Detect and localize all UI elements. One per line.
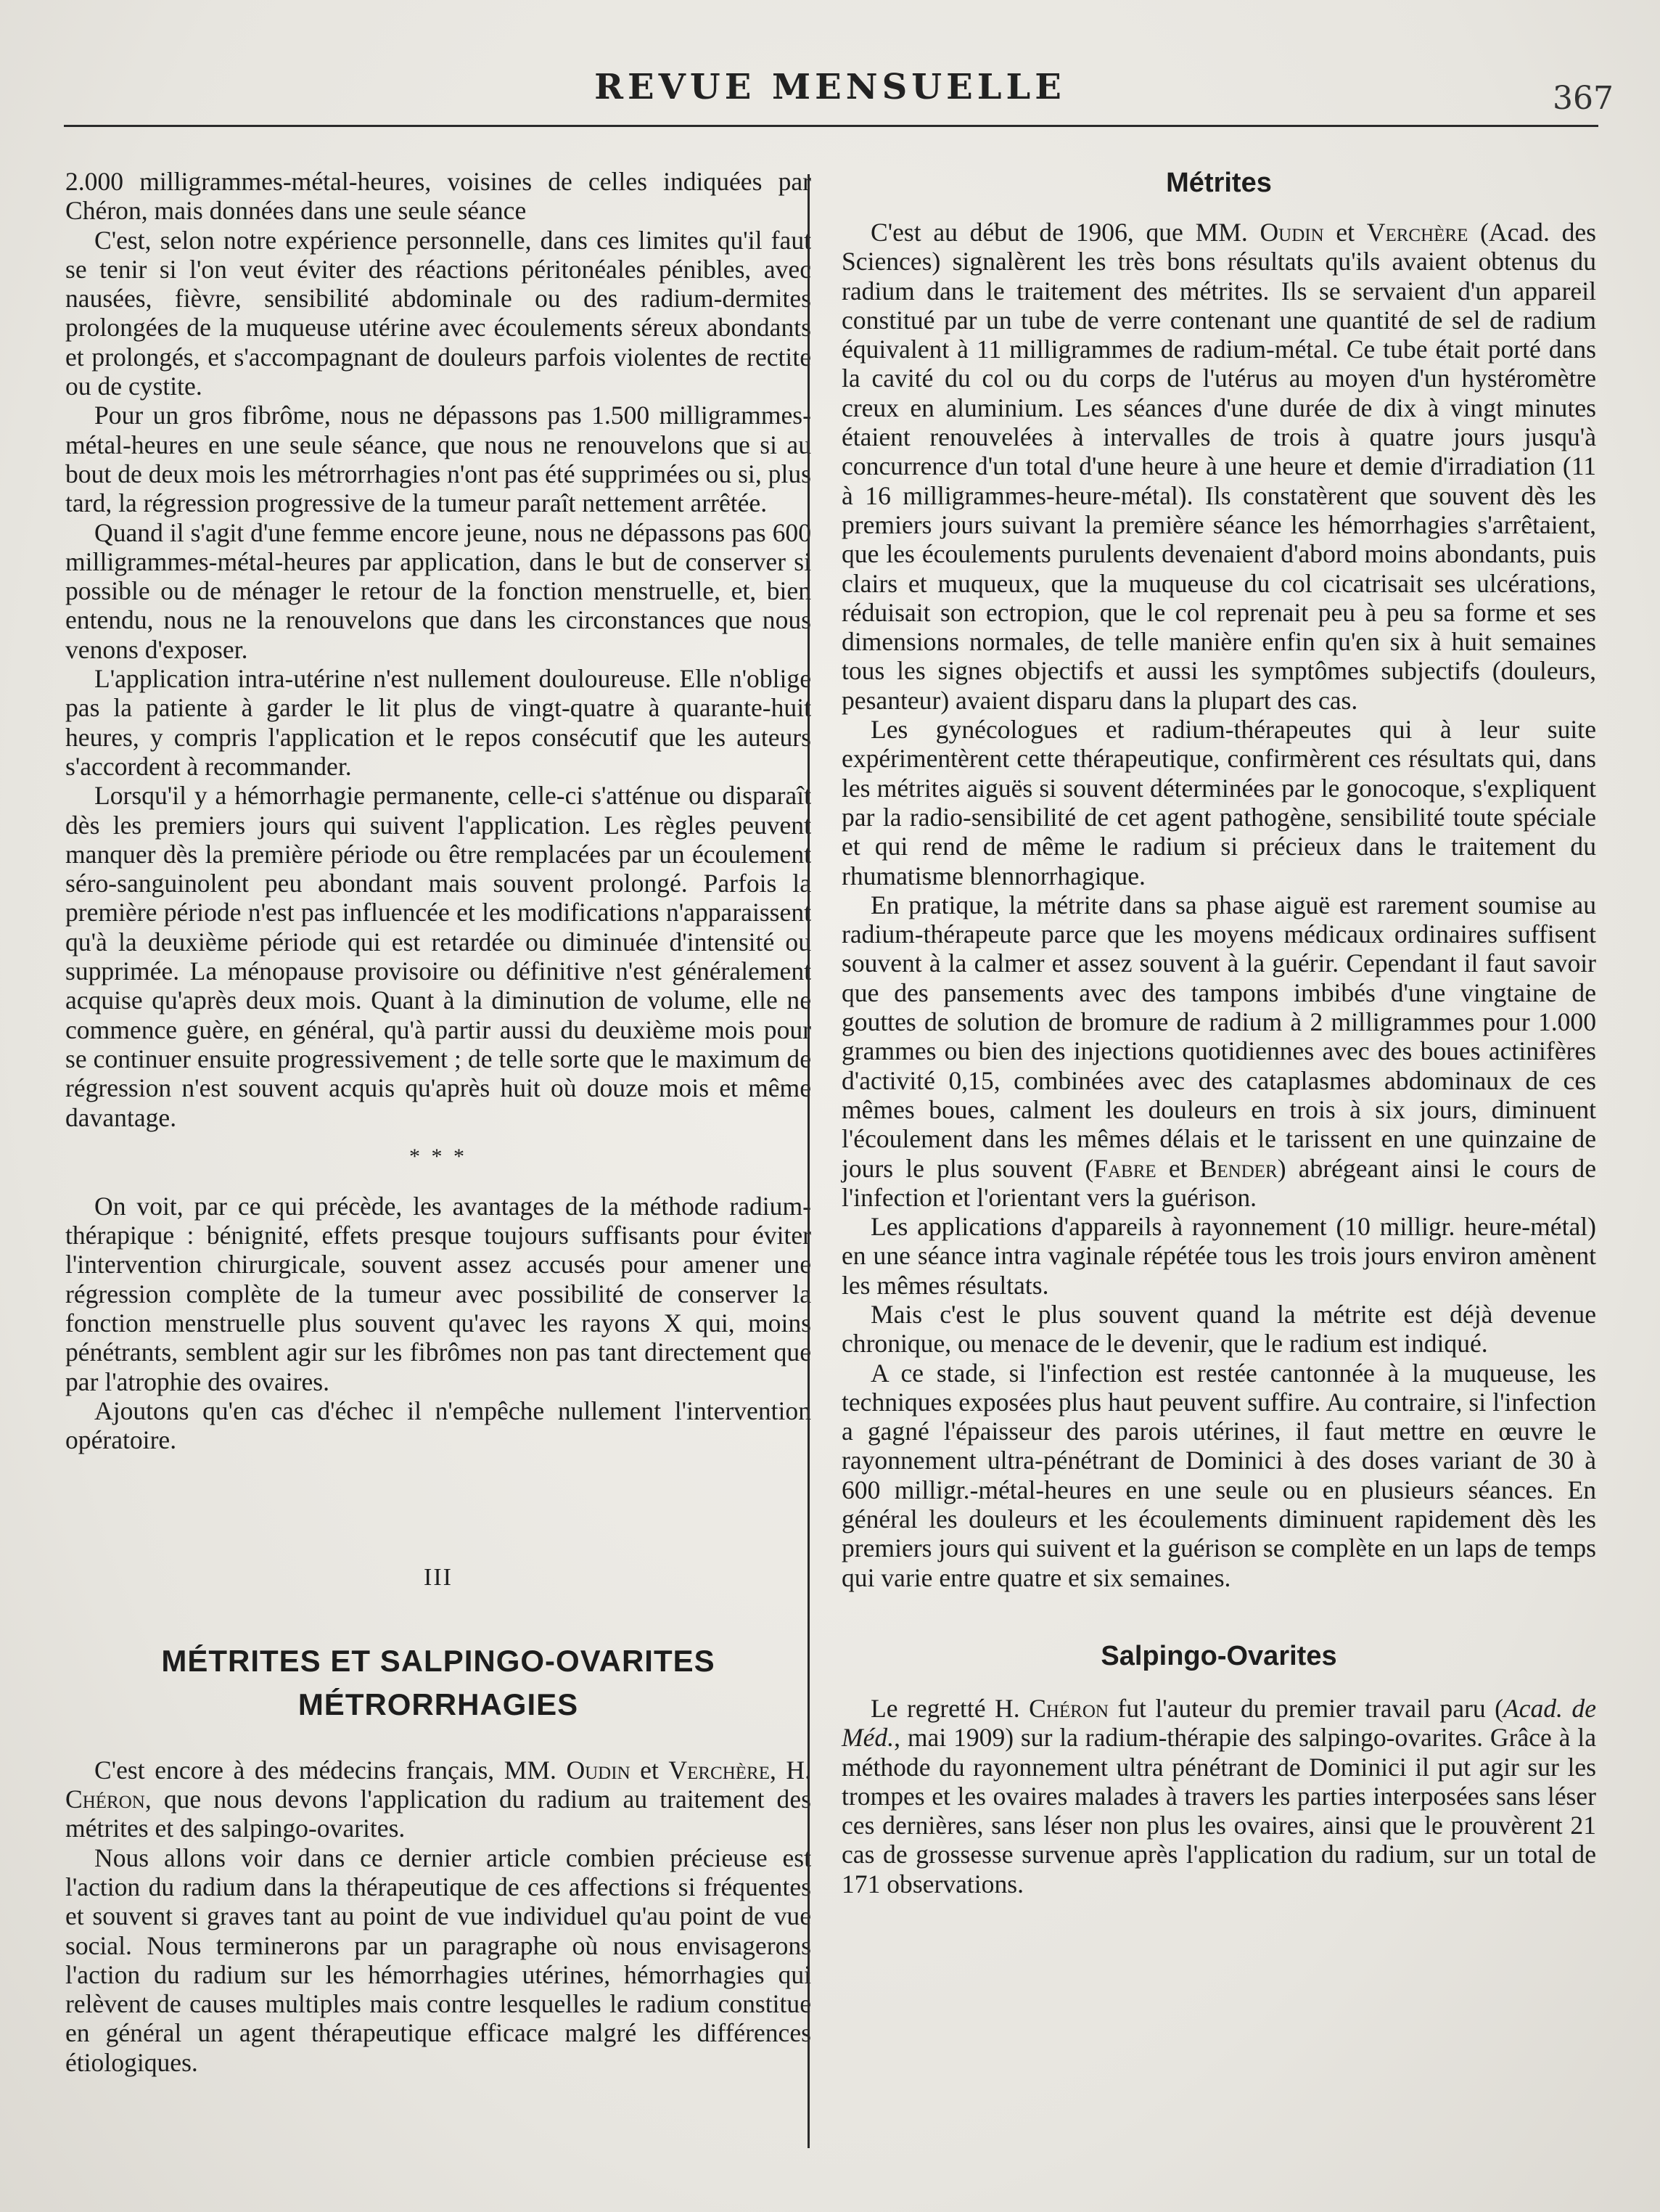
paragraph: Les applications d'appareils à rayonnement (10 milligr. heure-métal) en une séance intra vaginale répétée tous les trois jours environ amènent les mêmes résultats. xyxy=(842,1212,1596,1300)
text-run: Le regretté H. xyxy=(871,1693,1030,1723)
paragraph: Les gynécologues et radium-thérapeutes qui à leur suite expérimentèrent cette thérapeutique, confirmèrent ces résultats qui, dans les métrites aiguës si souvent déterminées par le gonocoque, s'expliquent par la radio-sensibilité de cet agent pathogène, sensibilité toute spéciale et qui rend de même le radium si précieux dans le traitement du rhumatisme blennorrhagique. xyxy=(842,715,1596,890)
text-run: et xyxy=(1323,218,1367,247)
text-run: ) abrégeant ainsi le cours de l'infection et l'orientant vers la guérison. xyxy=(842,1153,1597,1212)
author-name: Oudin xyxy=(1260,218,1324,247)
paragraph: L'application intra-utérine n'est nullement douloureuse. Elle n'oblige pas la patiente à garder le lit plus de vingt-quatre à quarante-huit heures, y compris l'application et le repos consécutif que les auteurs s'accordent à recommander. xyxy=(65,664,811,781)
paragraph: Lorsqu'il y a hémorrhagie permanente, celle-ci s'atténue ou disparaît dès les premiers jours qui suivent l'application. Les règles peuvent manquer dès la première période ou être remplacées par un écoulement séro-sanguinolent peu abondant mais souvent prolongé. Parfois la première période n'est pas influencée et les modifications n'apparaissent qu'à la deuxième période qui est retardée ou diminuée d'intensité ou supprimée. La ménopause provisoire ou définitive n'est généralement acquise qu'après deux mois. Quant à la diminution de volume, elle ne commence guère, en général, qu'à partir aussi du deuxième mois pour se continuer ensuite progressivement ; de telle sorte que le maximum de régression n'est souvent acquis qu'après huit où douze mois et même davantage. xyxy=(65,781,811,1132)
paragraph: Pour un gros fibrôme, nous ne dépassons pas 1.500 milligrammes-métal-heures en une seule séance, que nous ne renouvelons que si au bout de deux mois les métrorrhagies n'ont pas été supprimées ou si, plus tard, la régression progressive de la tumeur paraît nettement arrêtée. xyxy=(65,401,811,518)
author-name: Bender xyxy=(1199,1153,1278,1183)
author-name: Oudin xyxy=(566,1755,630,1785)
paragraph: Nous allons voir dans ce dernier article combien précieuse est l'action du radium dans la thérapeutique de ces affections si fréquentes et souvent si graves tant au point de vue individuel qu'au point de vue social. Nous terminerons par un paragraphe où nous envisagerons l'action du radium sur les hémorrhagies utérines, hémorrhagies qui relèvent de causes multiples mais contre lesquelles le radium constitue en général un agent thérapeutique efficace malgré les différences étiologiques. xyxy=(65,1843,811,2077)
text-run: , que nous devons l'application du radium au traitement des métrites et des salpingo-ovarites. xyxy=(65,1785,811,1843)
paragraph xyxy=(842,890,1596,1212)
paragraph xyxy=(65,1756,811,1843)
paragraph: Ajoutons qu'en cas d'échec il n'empêche nullement l'intervention opératoire. xyxy=(65,1396,811,1455)
paragraph xyxy=(842,1694,1596,1898)
author-name: Chéron xyxy=(1029,1693,1109,1723)
author-name: Verchère xyxy=(668,1755,770,1785)
section-title-line-1: MÉTRITES ET SALPINGO-OVARITES xyxy=(161,1643,715,1678)
paragraph: A ce stade, si l'infection est restée cantonnée à la muqueuse, les techniques exposées plus haut peuvent suffire. Au contraire, si l'infection a gagné l'épaisseur des parois utérines, il faut mettre en œuvre le rayonnement ultra-pénétrant de Dominici à des doses variant de 30 à 600 milligr.-métal-heures en une seule ou en plusieurs séances. En général les douleurs et les écoulements diminuent rapidement dès les premiers jours qui suivent et la guérison se complète en un laps de temps qui varie entre quatre et six semaines. xyxy=(842,1358,1596,1592)
author-name: Chéron xyxy=(65,1785,145,1814)
text-run: et xyxy=(1156,1153,1200,1183)
author-name: Verchère xyxy=(1366,218,1468,247)
text-run: C'est encore à des médecins français, MM. xyxy=(94,1755,567,1785)
section-title xyxy=(65,1639,811,1726)
paragraph: Quand il s'agit d'une femme encore jeune, nous ne dépassons pas 600 milligrammes-métal-heures par application, dans le but de conserver si possible ou de ménager le retour de la fonction menstruelle, et, bien entendu, nous ne la renouvelons que dans les circonstances que nous venons d'exposer. xyxy=(65,517,811,664)
paragraph: C'est, selon notre expérience personnelle, dans ces limites qu'il faut se tenir si l'on veut éviter des réactions péritonéales pénibles, avec nausées, fièvre, sensibilité abdominale ou des radium-dermites prolongées de la muqueuse utérine avec écoulements séreux abondants et prolongés, et s'accompagnant de douleurs parfois violentes de rectite ou de cystite. xyxy=(65,225,811,401)
text-run: , mai 1909) sur la radium-thérapie des salpingo-ovarites. Grâce à la méthode du rayonnement ultra pénétrant de Dominici il put agir sur les trompes et les ovaires malades à travers les parties interposées sans léser ces dernières, sans léser non plus les ovaires, ainsi que le prouvèrent 21 cas de grossesse survenue après l'application du radium, sur un total de 171 observations. xyxy=(842,1723,1596,1898)
right-column xyxy=(842,167,1596,1898)
section-title-line-2: MÉTRORRHAGIES xyxy=(297,1687,579,1721)
text-run: fut l'auteur du premier travail paru ( xyxy=(1108,1693,1503,1723)
asterism-separator: * * * xyxy=(409,1144,467,1168)
section-number: III xyxy=(424,1564,453,1592)
subheading-salpingo-ovarites: Salpingo-Ovarites xyxy=(1101,1640,1337,1671)
column-divider xyxy=(808,174,810,2148)
left-column xyxy=(65,167,811,2077)
paragraph: Mais c'est le plus souvent quand la métrite est déjà devenue chronique, ou menace de le devenir, que le radium est indiqué. xyxy=(842,1299,1596,1359)
text-run: En pratique, la métrite dans sa phase aiguë est rarement soumise au radium-thérapeute parce que les moyens médicaux ordinaires suffisent souvent à la calmer et assez souvent à la guérir. Cependant il faut savoir que des pansements avec des tampons imbibés d'une vingtaine de gouttes de solution de bromure de radium à 2 milligrammes pour 1.000 grammes ou bien des injections quotidiennes avec des boues actinifères d'activité 0,15, combinées avec des cataplasmes abdominaux de ces mêmes boues, calment les douleurs en trois à six jours, diminuent l'écoulement dans les mêmes délais et le tarissent en une quinzaine de jours le plus souvent ( xyxy=(842,890,1596,1183)
paragraph: 2.000 milligrammes-métal-heures, voisines de celles indiquées par Chéron, mais données dans une seule séance xyxy=(65,167,811,226)
paragraph xyxy=(842,218,1596,715)
header-rule xyxy=(64,125,1598,127)
text-run: , H. xyxy=(769,1755,811,1785)
text-run: (Acad. des Sciences) signalèrent les très bons résultats qu'ils avaient obtenus du radium dans le traitement des métrites. Ils se servaient d'un appareil constitué par un tube de verre contenant une quantité de sel de radium équivalent à 11 milligrammes de radium-métal. Ce tube était porté dans la cavité du col ou du corps de l'utérus au moyen d'un hystéromètre creux en aluminium. Les séances d'une durée de dix à vingt minutes étaient renouvelées à intervalles de trois à quatre jours jusqu'à concurrence d'un total d'une heure à une heure et demie d'irradiation (11 à 16 milligrammes-heure-métal). Ils constatèrent que souvent dès les premiers jours suivant la première séance les hémorrhagies s'arrêtaient, que les écoulements purulents devenaient d'abord moins abondants, puis clairs et muqueux, que la muqueuse du col cicatrisait ses ulcérations, réduisait son ectropion, que le col reprenait peu à peu sa forme et ses dimensions normales, de telle manière enfin qu'en six à huit semaines tous les signes objectifs et aussi les symptômes subjectifs (douleurs, pesanteur) avaient disparu dans la plupart des cas. xyxy=(842,218,1597,715)
text-run: et xyxy=(630,1755,669,1785)
subheading-metrites: Métrites xyxy=(1166,168,1272,198)
page-number: 367 xyxy=(1553,80,1614,117)
running-head-title: REVUE MENSUELLE xyxy=(594,67,1066,107)
author-name: Fabre xyxy=(1093,1153,1156,1183)
paragraph: On voit, par ce qui précède, les avantages de la méthode radium-thérapique : bénignité, effets presque toujours suffisants pour éviter l'intervention chirurgicale, souvent assez accusés pour amener une régression complète de la tumeur avec possibilité de conserver la fonction menstruelle plus souvent qu'avec les rayons X qui, moins pénétrants, semblent agir sur les fibrômes non pas tant directement que par l'atrophie des ovaires. xyxy=(65,1191,811,1396)
text-run: C'est au début de 1906, que MM. xyxy=(871,218,1260,247)
citation: Acad. de Méd. xyxy=(842,1693,1596,1753)
